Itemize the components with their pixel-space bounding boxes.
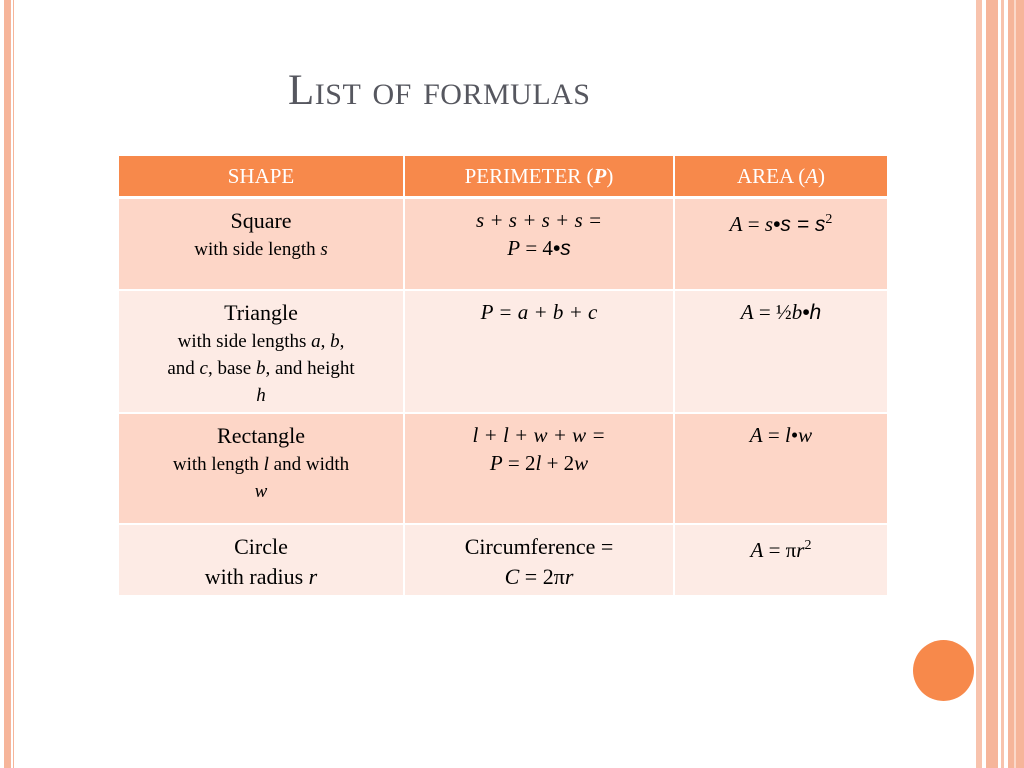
- perimeter-formula-line: Circumference =: [464, 533, 614, 559]
- formulas-table: [119, 156, 887, 597]
- shape-cell: [119, 524, 404, 596]
- shape-name: Circle: [234, 533, 288, 559]
- shape-cell: [119, 290, 404, 413]
- shape-description: with length l and width w: [172, 453, 350, 502]
- perimeter-formula-line: l + l + w + w =: [472, 422, 606, 447]
- shape-name: Triangle: [224, 299, 298, 325]
- header-area: AREA (A): [674, 156, 887, 198]
- perimeter-formula-line: s + s + s + s =: [475, 208, 603, 232]
- table-header-row: [119, 156, 887, 198]
- table-row-rectangle: [119, 413, 887, 524]
- table-row-square: [119, 198, 887, 290]
- perimeter-cell: [404, 290, 674, 413]
- header-perimeter: PERIMETER (P): [404, 156, 674, 198]
- area-cell: [674, 198, 887, 290]
- area-formula: A = ½b•h: [740, 299, 822, 324]
- shape-cell: [119, 413, 404, 524]
- shape-description: with side length s: [194, 239, 328, 260]
- perimeter-formula: P = a + b + c: [480, 299, 598, 324]
- area-formula: $A = \pi r^2$: [750, 537, 812, 562]
- right-frame-stripe: [1001, 0, 1004, 768]
- perimeter-formula-line: C = 2πr: [504, 563, 574, 589]
- area-cell: [674, 290, 887, 413]
- perimeter-formula-line: P = 2l + 2w: [489, 450, 589, 475]
- perimeter-cell: [404, 198, 674, 290]
- shape-description: with side lengths a, b, and c, base b, and height h: [167, 330, 355, 406]
- slide-title: List of formulas: [288, 67, 591, 114]
- header-shape: SHAPE: [119, 156, 404, 198]
- table-row-triangle: [119, 290, 887, 413]
- right-frame-stripe: [976, 0, 982, 768]
- shape-description: with radius r: [204, 563, 318, 589]
- decorative-circle: [913, 640, 974, 701]
- perimeter-cell: [404, 413, 674, 524]
- left-frame-line: [13, 0, 14, 768]
- perimeter-formula-line: P = 4•s: [507, 236, 571, 260]
- shape-cell: [119, 198, 404, 290]
- area-formula: A = s•s = $s^2$: [729, 212, 833, 236]
- table-row-circle: [119, 524, 887, 596]
- area-cell: [674, 524, 887, 596]
- shape-name: Square: [230, 208, 292, 233]
- right-frame-stripe: [1008, 0, 1024, 768]
- shape-name: Rectangle: [217, 422, 305, 448]
- left-frame-bar: [4, 0, 11, 768]
- right-frame-stripe: [1014, 0, 1016, 768]
- right-frame-stripe: [986, 0, 998, 768]
- area-cell: [674, 413, 887, 524]
- area-formula: A = l•w: [749, 422, 813, 447]
- perimeter-cell: [404, 524, 674, 596]
